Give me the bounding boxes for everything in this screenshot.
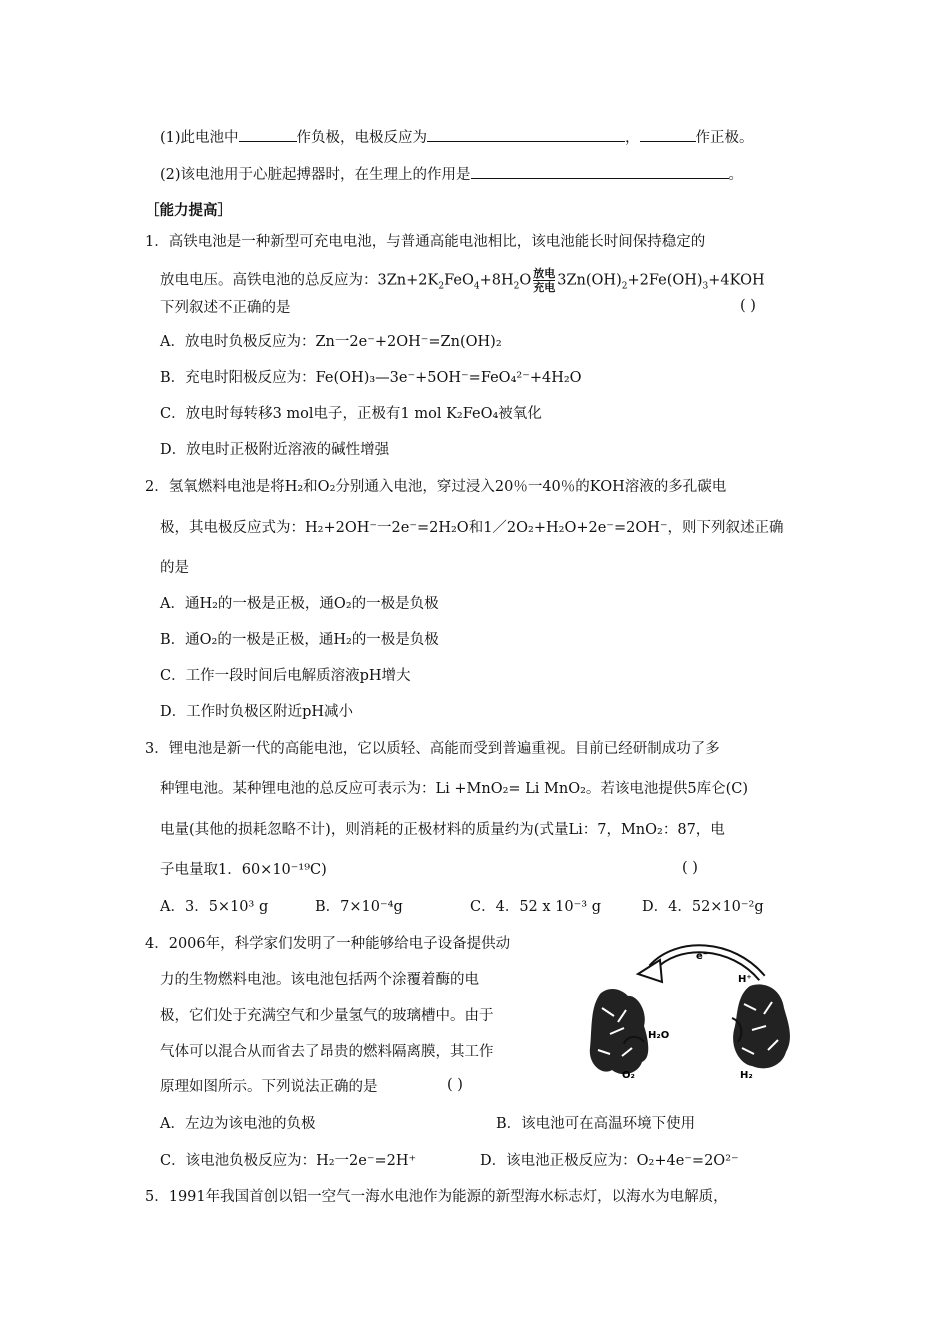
p4-answer-paren[interactable]: ( ) [447,1077,463,1093]
p4-option-a: A．左边为该电池的负极 [160,1116,316,1132]
p2-option-b: B．通O₂的一极是正极，通H₂的一极是负极 [160,632,439,648]
blank[interactable] [471,164,729,179]
p1-option-d: D．放电时正极附近溶液的碱性增强 [160,442,390,458]
p4-line-3: 极，它们处于充满空气和少量氢气的玻璃槽中。由于 [160,1008,494,1024]
p3-option-d: D．4．52×10⁻²g [642,899,764,915]
p3-line-3: 电量(其他的损耗忽略不计)，则消耗的正极材料的质量约为(式量Li：7，MnO₂：87，电 [160,822,725,838]
biofuel-cell-figure [582,938,804,1083]
p4-line-1: 4．2006年，科学家们发明了一种能够给电子设备提供动 [145,936,511,952]
p3-line-4: 子电量取1．60×10⁻¹⁹C) [160,862,327,878]
p3-line-2: 种锂电池。某种锂电池的总反应可表示为：Li +MnO₂= Li MnO₂。若该电池提供5库仑(C) [160,781,749,797]
p4-option-c: C．该电池负极反应为：H₂一2e⁻=2H⁺ [160,1153,417,1169]
reaction-arrow [533,268,555,293]
proton-label: H⁺ [738,974,752,985]
q2-text-a: (2)该电池用于心脏起搏器时，在生理上的作用是 [160,167,471,183]
q2-text-b: 。 [728,167,744,183]
p2-option-d: D．工作时负极区附近pH减小 [160,704,354,720]
blank[interactable] [427,127,625,142]
p1-l2b: FeO [444,272,474,289]
q1-text-d: 作正极。 [695,130,754,146]
p1-line-1: 1．高铁电池是一种新型可充电电池，与普通高能电池相比，该电池能长时间保持稳定的 [145,234,706,250]
p3-option-a: A．3．5×10³ g [160,899,269,915]
p1-line-2: 放电电压。高铁电池的总反应为：$3Zn+2K_2FeO_4+8H_2O$ 放电 充电 $3Zn(OH)_2+2Fe(OH)_3+4KOH$ [160,267,765,294]
p1-l2a: 放电电压。高铁电池的总反应为：3Zn+2K [160,272,439,289]
q1-text-a: (1)此电池中 [160,130,239,146]
p5-line-1: 5．1991年我国首创以铝一空气一海水电池作为能源的新型海水标志灯，以海水为电解质， [145,1189,728,1205]
discharge-label: 放电 [533,267,556,280]
p2-line-3: 的是 [160,560,189,576]
oxygen-label: O₂ [622,1070,635,1081]
p1-l2e: 3Zn(OH) [557,272,622,289]
blank[interactable] [640,127,696,142]
blank[interactable] [239,127,297,142]
p1-option-c: C．放电时每转移3 mol电子，正极有1 mol K₂FeO₄被氧化 [160,406,542,422]
p4-option-d: D．该电池正极反应为：O₂+4e⁻=2O²⁻ [480,1153,739,1169]
p4-line-4: 气体可以混合从而省去了昂贵的燃料隔离膜，其工作 [160,1044,494,1060]
p1-line-3: 下列叙述不正确的是 [160,300,291,316]
p3-option-b: B．7×10⁻⁴g [315,899,403,915]
electron-label: e⁻ [696,951,709,962]
water-label: H₂O [648,1030,670,1041]
p1-answer-paren[interactable]: ( ) [740,298,756,314]
p1-l2d: O [519,272,532,289]
q1-text-c: ， [625,130,640,146]
q1-text-b: 作负极，电极反应为 [296,130,428,146]
hydrogen-label: H₂ [740,1070,753,1081]
p4-option-b: B．该电池可在高温环境下使用 [496,1116,696,1132]
p2-line-1: 2．氢氧燃料电池是将H₂和O₂分别通入电池，穿过浸入20％一40％的KOH溶液的多孔碳电 [145,479,727,495]
p3-option-c: C．4．52 x 10⁻³ g [470,899,601,915]
left-electrode [590,989,648,1074]
p1-option-b: B．充电时阳极反应为：Fe(OH)₃—3e⁻+5OH⁻=FeO₄²⁻+4H₂O [160,370,582,386]
p1-option-a: A．放电时负极反应为：Zn一2e⁻+2OH⁻=Zn(OH)₂ [160,334,502,350]
p1-l2c: +8H [479,272,514,289]
p1-l2f: +2Fe(OH) [627,272,703,289]
p4-line-2: 力的生物燃料电池。该电池包括两个涂覆着酶的电 [160,972,479,988]
p3-answer-paren[interactable]: ( ) [682,860,698,876]
charge-label: 充电 [533,281,556,294]
p2-line-2: 极，其电极反应式为：H₂+2OH⁻一2e⁻=2H₂O和1／2O₂+H₂O+2e⁻=2OH⁻，则下列叙述正确 [160,520,784,536]
p1-l2g: +4KOH [708,272,765,289]
intro-question-1 [160,127,754,148]
electron-arrow-head [638,960,662,982]
p2-option-c: C．工作一段时间后电解质溶液pH增大 [160,668,411,684]
p4-line-5: 原理如图所示。下列说法正确的是 [160,1079,378,1095]
intro-question-2 [160,164,743,185]
p2-option-a: A．通H₂的一极是正极，通O₂的一极是负极 [160,596,439,612]
p3-line-1: 3．锂电池是新一代的高能电池，它以质轻、高能而受到普遍重视。目前已经研制成功了多 [145,741,720,757]
section-heading: ［能力提高］ [145,202,232,219]
